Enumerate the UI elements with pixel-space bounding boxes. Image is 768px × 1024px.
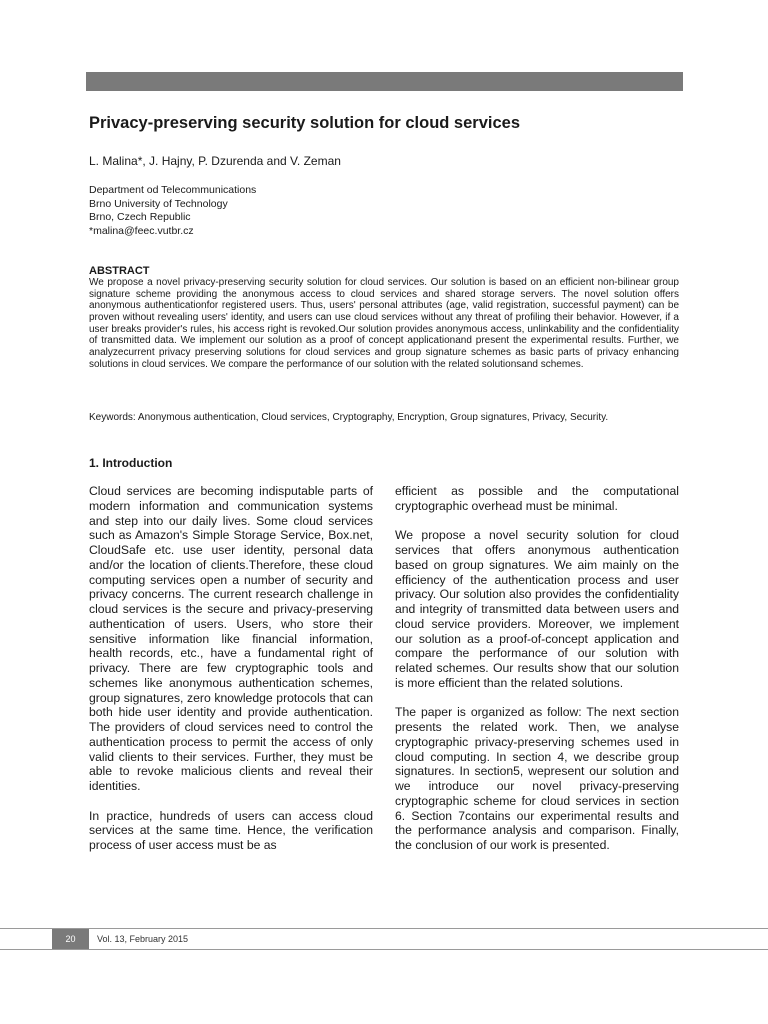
affiliation-location: Brno, Czech Republic [89, 211, 191, 224]
affiliation-university: Brno University of Technology [89, 197, 228, 210]
abstract-text: We propose a novel privacy-preserving security solution for cloud services. Our solution is based on an efficient non-bilinear group signature scheme providing the anonymous access to cloud services and shared storage servers. The novel solution offers anonymous authenticationfor registered users. Thus, users' personal attributes (age, valid registration, successful payment) can be proven without revealing users' identity, and users can use cloud services without any threat of profiling their behavior. However, if a user breaks provider's rules, his access right is revoked.Our solution provides anonymous access, unlinkability and the confidentiality of transmitted data. We implement our solution as a proof of concept applicationand present the experimental results. Further, we analyzecurrent privacy preserving solutions for cloud services and group signature schemes as basic parts of privacy enhancing solutions in cloud services. We compare the performance of our solution with the related solutionsand schemes. [89, 277, 679, 370]
keywords-line: Keywords: Anonymous authentication, Cloud services, Cryptography, Encryption, Group signatures, Privacy, Security. [89, 412, 609, 423]
page-number: 20 [52, 929, 89, 949]
affiliation-block [89, 184, 256, 238]
header-bar [86, 72, 683, 91]
footer-bottom-rule [0, 949, 768, 950]
left-column [89, 484, 373, 868]
paragraph: We propose a novel security solution for cloud services that offers anonymous authentication based on group signatures. We aim mainly on the efficiency of the authentication process and user privacy. Our solution also provides the confidentiality and integrity of transmitted data between users and cloud service providers. Moreover, we implement our solution as a proof-of-concept application and compare the performance of our solution with related schemes. Our results show that our solution is more efficient than the related solutions. [395, 528, 679, 690]
section-heading-introduction: 1. Introduction [89, 456, 173, 470]
volume-info: Vol. 13, February 2015 [97, 934, 189, 944]
right-column [395, 484, 679, 868]
paragraph: Cloud services are becoming indisputable parts of modern information and communication systems and step into our daily lives. Some cloud services such as Amazon's Simple Storage Service, Box.net, CloudSafe etc. use user identity, personal data and/or the location of clients.Therefore, these cloud computing services open a number of security and privacy concerns. The current research challenge in cloud services is the secure and privacy-preserving authentication of users. Users, who store their sensitive information like financial information, health records, etc., have a fundamental right of privacy. There are few cryptographic tools and schemes like anonymous authentication schemes, group signatures, zero knowledge protocols that can both hide user identity and provide authentication. The providers of cloud services need to control the authentication process to permit the access of only valid clients to their services. Further, they must be able to revoke malicious clients and reveal their identities. [89, 484, 373, 793]
affiliation-email[interactable]: *malina@feec.vutbr.cz [89, 224, 194, 237]
paragraph: efficient as possible and the computational cryptographic overhead must be minimal. [395, 484, 679, 513]
paragraph: In practice, hundreds of users can access cloud services at the same time. Hence, the verification process of user access must be as [89, 808, 373, 852]
footer-top-rule [0, 928, 768, 929]
paper-title: Privacy-preserving security solution for cloud services [89, 114, 520, 132]
paper-authors: L. Malina*, J. Hajny, P. Dzurenda and V. Zeman [89, 154, 341, 168]
affiliation-department: Department od Telecommunications [89, 184, 257, 196]
paragraph: The paper is organized as follow: The next section presents the related work. Then, we analyse cryptographic privacy-preserving schemes used in cloud computing. In section 4, we describe group signatures. In section5, wepresent our solution and we introduce our novel privacy-preserving cryptographic scheme for cloud services in section 6. Section 7contains our experimental results and the performance analysis and comparison. Finally, the conclusion of our work is presented. [395, 705, 679, 852]
abstract-heading: ABSTRACT [89, 265, 150, 277]
